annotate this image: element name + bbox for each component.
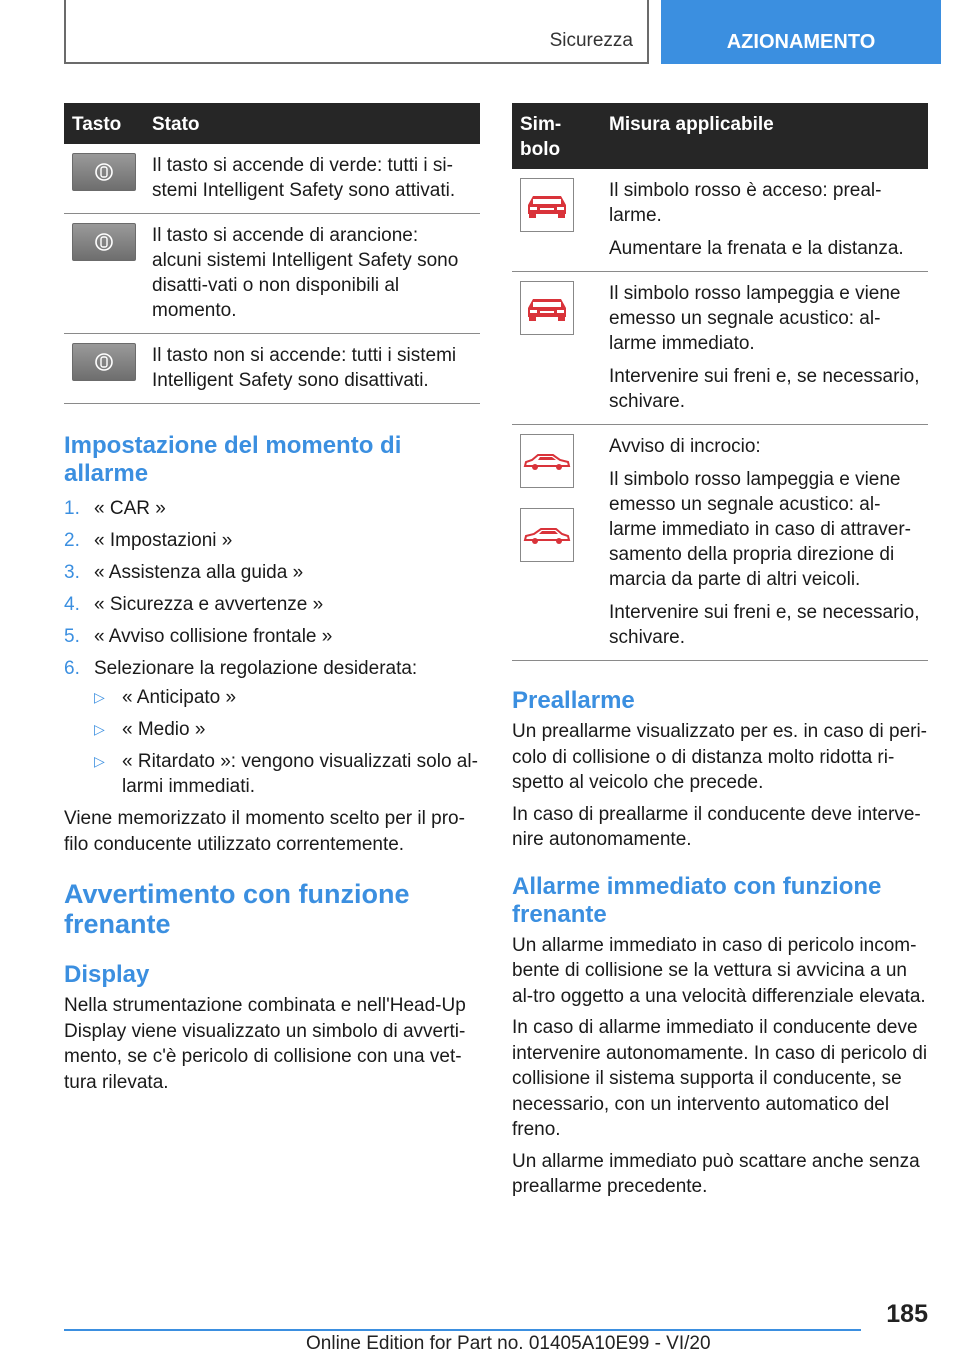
display-text: Nella strumentazione combinata e nell'Head-Up Display viene visualizzato un simbolo di avverti-mento, se c'è pericolo di collisione con una vet-tura rilevata.	[64, 995, 466, 1093]
table-cell-state: Il tasto non si accende: tutti i sistemi Intelligent Safety sono disattivati.	[144, 334, 480, 404]
list-item	[64, 624, 480, 649]
step-text: « Impostazioni »	[94, 530, 233, 551]
step-text: « Assistenza alla guida »	[94, 562, 304, 583]
step-number: 3.	[64, 562, 80, 583]
paragraph: Un allarme immediato in caso di pericolo incom-bente di collisione se la vettura si avvicina a un al-tro oggetto a una velocità differenziale elevata.	[512, 934, 926, 1007]
options-list	[94, 685, 480, 799]
paragraph: Un allarme immediato può scattare anche senza preallarme precedente.	[512, 1150, 920, 1197]
paragraph: Un preallarme visualizzato per es. in caso di peri-colo di collisione o di distanza molto ridotta ri-spetto al veicolo che precede.	[512, 721, 928, 793]
table-header-misura: Misura applicabile	[601, 103, 928, 169]
crossing-car-warning-icon	[520, 434, 574, 488]
option-text: « Anticipato »	[122, 687, 237, 708]
alarm-timing-note	[64, 806, 480, 857]
table-cell-state: Il tasto si accende di arancione: alcuni sistemi Intelligent Safety sono disatti-vati o non disponibili al momento.	[144, 214, 480, 334]
step-number: 4.	[64, 594, 80, 615]
measure-text: Il simbolo rosso lampeggia e viene emesso un segnale acustico: al-larme immediato.	[609, 283, 901, 354]
paragraph: In caso di allarme immediato il conducente deve intervenire autonomamente. In caso di pericolo di collisione il sistema supporta il conducente, se necessario, con un intervento automatico del freno.	[512, 1017, 928, 1140]
safety-button-icon	[72, 223, 136, 261]
table-row	[512, 272, 928, 425]
measure-text: Intervenire sui freni e, se necessario, schivare.	[609, 602, 920, 648]
measure-cell	[601, 169, 928, 272]
step-number: 6.	[64, 658, 80, 679]
triangle-bullet-icon: ▷	[94, 753, 105, 769]
table-row	[512, 425, 928, 661]
list-item	[64, 656, 480, 799]
option-text: « Ritardato »: vengono visualizzati solo al-larmi immediati.	[122, 751, 478, 797]
symbol-measure-table	[512, 103, 928, 661]
list-item	[64, 592, 480, 617]
left-column	[64, 103, 480, 1101]
step-text: « Sicurezza e avvertenze »	[94, 594, 324, 615]
list-item	[64, 560, 480, 585]
button-state-table	[64, 103, 480, 404]
list-item	[64, 496, 480, 521]
measure-cell	[601, 425, 928, 661]
page-number: 185	[886, 1300, 928, 1328]
alarm-timing-title: Impostazione del momento di allarme	[64, 432, 402, 487]
option-item	[94, 749, 480, 799]
safety-button-icon	[72, 153, 136, 191]
header-chapter[interactable]	[661, 0, 941, 64]
step-text: « CAR »	[94, 498, 166, 519]
immediate-alarm-title: Allarme immediato con funzione frenante	[512, 872, 882, 928]
immediate-alarm-section	[512, 933, 928, 1200]
option-text: « Medio »	[122, 719, 206, 740]
paragraph: In caso di preallarme il conducente deve interve-nire autonomamente.	[512, 803, 921, 850]
header-section-label: Sicurezza	[549, 30, 633, 51]
step-text: Selezionare la regolazione desiderata:	[94, 658, 418, 679]
steps-list	[64, 496, 480, 799]
symbol-stack	[520, 434, 593, 562]
safety-button-icon	[72, 343, 136, 381]
triangle-bullet-icon: ▷	[94, 689, 105, 705]
table-row	[64, 144, 480, 214]
table-cell-state: Il tasto si accende di verde: tutti i si-stemi Intelligent Safety sono attivati.	[144, 144, 480, 214]
measure-text: Avviso di incrocio:	[609, 436, 761, 457]
prewarning-section	[512, 719, 928, 853]
crossing-car-warning-icon	[520, 508, 574, 562]
step-number: 5.	[64, 626, 80, 647]
header-section	[64, 0, 649, 64]
option-item	[94, 717, 480, 742]
measure-cell	[601, 272, 928, 425]
table-row	[64, 214, 480, 334]
edition-footer: Online Edition for Part no. 01405A10E99 - VI/20	[306, 1333, 711, 1354]
table-row	[512, 169, 928, 272]
display-section	[64, 993, 480, 1095]
table-header-row	[512, 103, 928, 169]
table-header-tasto: Tasto	[64, 103, 144, 144]
table-row	[64, 334, 480, 404]
triangle-bullet-icon: ▷	[94, 721, 105, 737]
right-column	[512, 103, 928, 1206]
measure-text: Aumentare la frenata e la distanza.	[609, 238, 904, 259]
option-item	[94, 685, 480, 710]
measure-text: Intervenire sui freni e, se necessario, schivare.	[609, 366, 920, 412]
front-car-warning-icon	[520, 281, 574, 335]
measure-text: Il simbolo rosso lampeggia e viene emesso un segnale acustico: al-larme immediato in caso di attraver-samento della propria direzione di marcia da parte di altri veicoli.	[609, 469, 911, 590]
header-chapter-label: AZIONAMENTO	[726, 31, 876, 53]
footer-divider	[64, 1329, 861, 1331]
step-number: 1.	[64, 498, 80, 519]
braking-warning-title: Avvertimento con funzione frenante	[64, 879, 410, 939]
prewarning-title: Preallarme	[512, 687, 635, 714]
table-header-row	[64, 103, 480, 144]
table-header-simbolo: Sim-bolo	[512, 103, 601, 169]
table-header-stato: Stato	[144, 103, 480, 144]
measure-text: Il simbolo rosso è acceso: preal-larme.	[609, 180, 882, 226]
step-number: 2.	[64, 530, 80, 551]
display-title: Display	[64, 961, 150, 988]
step-text: « Avviso collisione frontale »	[94, 626, 333, 647]
list-item	[64, 528, 480, 553]
front-car-warning-icon	[520, 178, 574, 232]
note-text: Viene memorizzato il momento scelto per il pro-filo conducente utilizzato correntemente.	[64, 808, 465, 855]
